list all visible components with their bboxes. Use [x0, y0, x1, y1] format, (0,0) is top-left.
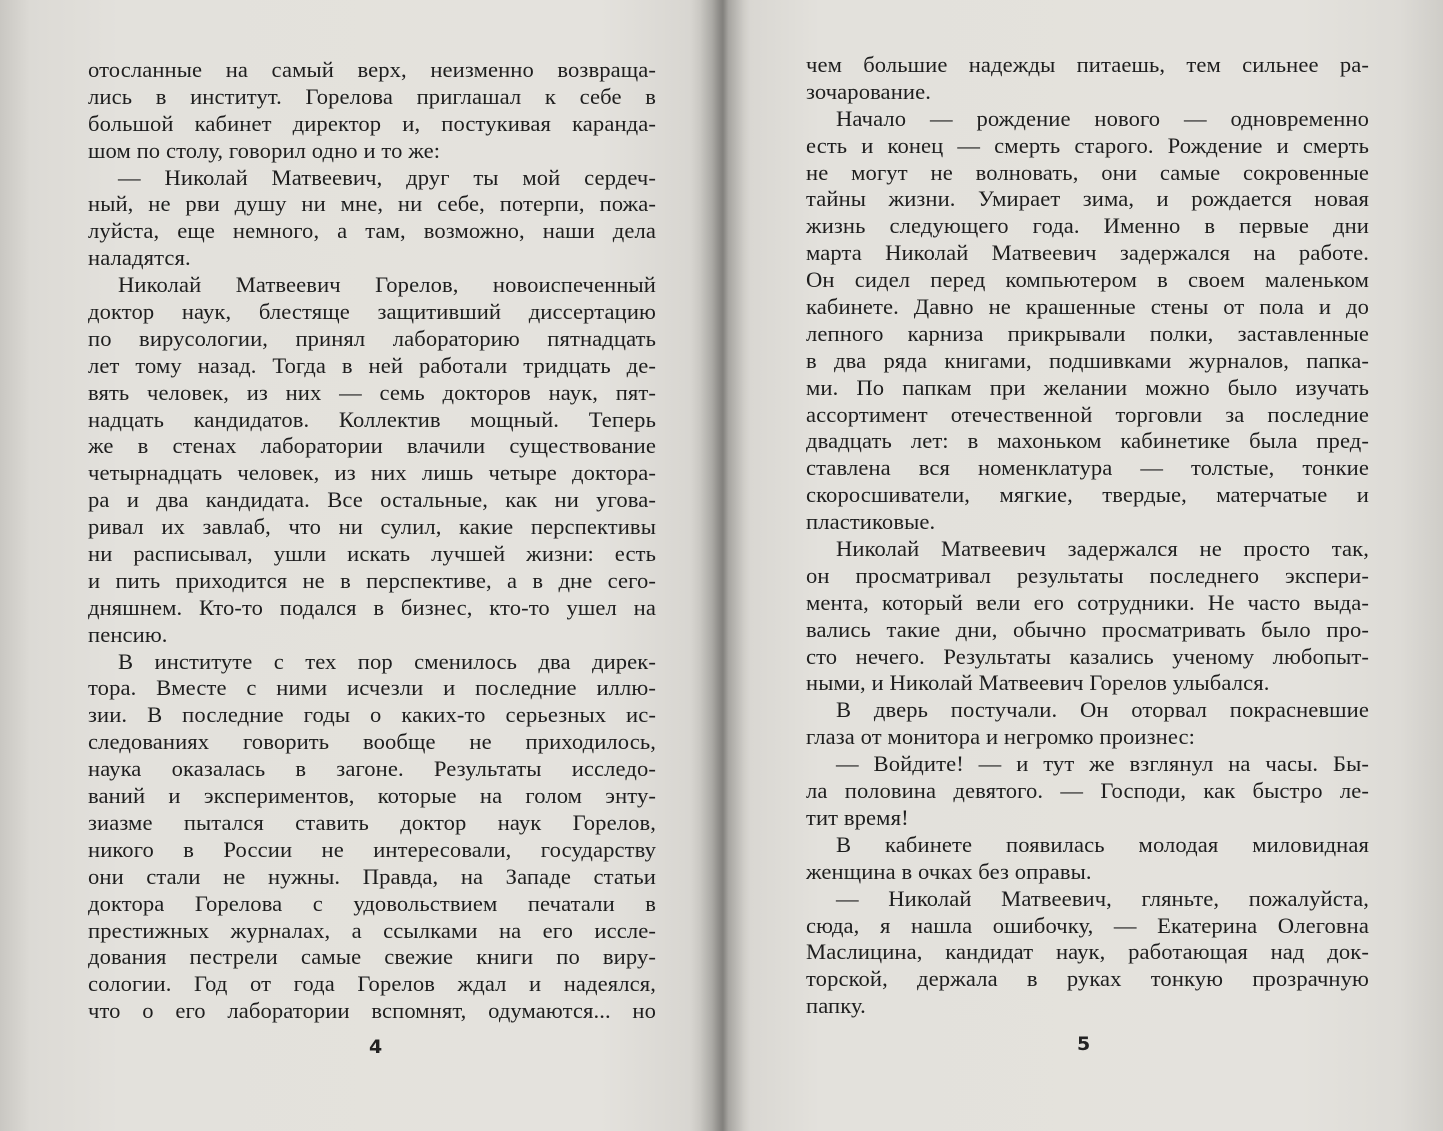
text-line: жизнь следующего года. Именно в первые дни [806, 213, 1369, 239]
text-line: пластиковые. [806, 509, 936, 535]
text-line: вять человек, из них — семь докторов наук, пят- [88, 379, 656, 405]
text-line: луйста, еще немного, а там, возможно, наши дела [88, 218, 656, 244]
text-line: ривал их завлаб, что ни сулил, какие перспективы [88, 514, 656, 540]
text-line: ра и два кандидата. Все остальные, как ни угова- [88, 487, 656, 513]
text-line: следованиях говорить вообще не приходилось, [88, 729, 656, 755]
text-line: чем большие надежды питаешь, тем сильнее ра- [806, 52, 1369, 77]
right-page-number: 5 [1077, 1033, 1091, 1055]
text-line: четырнадцать человек, из них лишь четыре доктора- [88, 460, 656, 486]
text-line: престижных журналах, а ссылками на его иссле- [88, 917, 656, 943]
text-line: ни расписывал, ушли искать лучшей жизни: есть [88, 541, 656, 567]
text-line: Николай Матвеевич Горелов, новоиспеченный [118, 272, 656, 298]
text-line: зии. В последние годы о каких-то серьезных ис- [88, 702, 656, 728]
text-line: Он сидел перед компьютером в своем маленьком [806, 267, 1369, 293]
text-line: вались такие дни, обычно просматривать было про- [806, 616, 1369, 642]
text-line: папку. [806, 993, 866, 1019]
text-line: ла половина девятого. — Господи, как быстро ле- [806, 778, 1369, 804]
text-line: лись в институт. Горелова приглашал к себе в [88, 83, 656, 109]
text-line: тайны жизни. Умирает зима, и рождается новая [806, 186, 1369, 212]
text-line: наладятся. [88, 245, 191, 271]
text-line: кабинете. Давно не крашенные стены от пола и до [806, 294, 1369, 320]
right-page [722, 0, 1443, 1131]
text-line: доктора Горелова с удовольствием печатали в [88, 890, 656, 916]
text-line: ассортимент отечественной торговли за последние [806, 401, 1369, 427]
text-line: лепного карниза прикрывали полки, заставленные [806, 320, 1369, 346]
text-line: в два ряда книгами, подшивками журналов, папка- [806, 347, 1369, 373]
text-line: — Николай Матвеевич, гляньте, пожалуйста, [836, 885, 1369, 911]
text-line: лет тому назад. Тогда в ней работали тридцать де- [88, 352, 656, 378]
text-line: женщина в очках без оправы. [806, 858, 1092, 884]
left-page-number: 4 [369, 1036, 383, 1058]
text-line: — Николай Матвеевич, друг ты мой сердеч- [118, 164, 656, 190]
text-line: сто нечего. Результаты казались ученому любопыт- [806, 643, 1369, 669]
text-line: они стали не нужны. Правда, на Западе статьи [88, 863, 656, 889]
text-line: ваний и экспериментов, которые на голом энту- [88, 783, 656, 809]
left-page [0, 0, 720, 1131]
text-line: пенсию. [88, 621, 168, 647]
text-line: большой кабинет директор и, постукивая каранда- [88, 110, 656, 136]
text-line: шом по столу, говорил одно и то же: [88, 137, 441, 163]
text-line: марта Николай Матвеевич задержался на работе. [806, 240, 1369, 266]
text-line: тора. Вместе с ними исчезли и последние иллю- [88, 675, 656, 701]
text-line: есть и конец — смерть старого. Рождение и смерть [806, 132, 1369, 158]
text-line: наука оказалась в загоне. Результаты исследо- [88, 756, 656, 782]
text-line: ный, не рви душу ни мне, ни себе, потерпи, пожа- [88, 191, 656, 217]
text-line: В дверь постучали. Он оторвал покрасневшие [836, 697, 1369, 723]
text-line: дования пестрели самые свежие книги по виру- [88, 944, 656, 970]
text-line: и пить приходится не в перспективе, а в дне сего- [88, 567, 656, 593]
text-line: по вирусологии, принял лабораторию пятнадцать [88, 325, 656, 351]
text-line: глаза от монитора и негромко произнес: [806, 724, 1196, 750]
text-line: сологии. Год от года Горелов ждал и надеялся, [88, 971, 656, 997]
text-line: торской, держала в руках тонкую прозрачную [806, 966, 1369, 992]
text-line: Начало — рождение нового — одновременно [836, 105, 1369, 131]
text-line: скоросшиватели, мягкие, твердые, матерчатые и [806, 482, 1369, 508]
text-line: В кабинете появилась молодая миловидная [836, 831, 1369, 857]
text-line: зочарование. [806, 78, 931, 104]
text-line: дняшнем. Кто-то подался в бизнес, кто-то ушел на [88, 594, 656, 620]
text-line: тит время! [806, 804, 909, 830]
right-page-text [806, 52, 1369, 1020]
text-line: что о его лаборатории вспомнят, одумаются... но [88, 998, 656, 1024]
text-line: — Войдите! — и тут же взглянул на часы. Бы- [836, 751, 1369, 777]
text-line: двадцать лет: в махоньком кабинетике была пред- [806, 428, 1369, 454]
text-line: ставлена вся номенклатура — толстые, тонкие [806, 455, 1369, 481]
text-line: зиазме пытался ставить доктор наук Горелов, [88, 809, 656, 835]
text-line: отосланные на самый верх, неизменно возвраща- [88, 57, 656, 82]
text-line: надцать кандидатов. Коллектив мощный. Теперь [88, 406, 656, 432]
text-line: никого в России не интересовали, государству [88, 836, 656, 862]
text-line: Маслицина, кандидат наук, работающая над док- [806, 939, 1369, 965]
text-line: ми. По папкам при желании можно было изучать [806, 374, 1369, 400]
text-line: Николай Матвеевич задержался не просто так, [836, 536, 1369, 562]
text-line: мента, который вели его сотрудники. Не часто выда- [806, 589, 1369, 615]
text-line: В институте с тех пор сменилось два дирек- [118, 648, 656, 674]
text-line: ными, и Николай Матвеевич Горелов улыбался. [806, 670, 1270, 696]
text-line: сюда, я нашла ошибочку, — Екатерина Олеговна [806, 912, 1369, 938]
text-line: он просматривал результаты последнего экспери- [806, 562, 1369, 588]
text-line: не могут не волновать, они самые сокровенные [806, 159, 1369, 185]
text-line: доктор наук, блестяще защитивший диссертацию [88, 299, 656, 325]
left-page-text [88, 57, 656, 1025]
text-line: же в стенах лаборатории влачили существование [88, 433, 656, 459]
